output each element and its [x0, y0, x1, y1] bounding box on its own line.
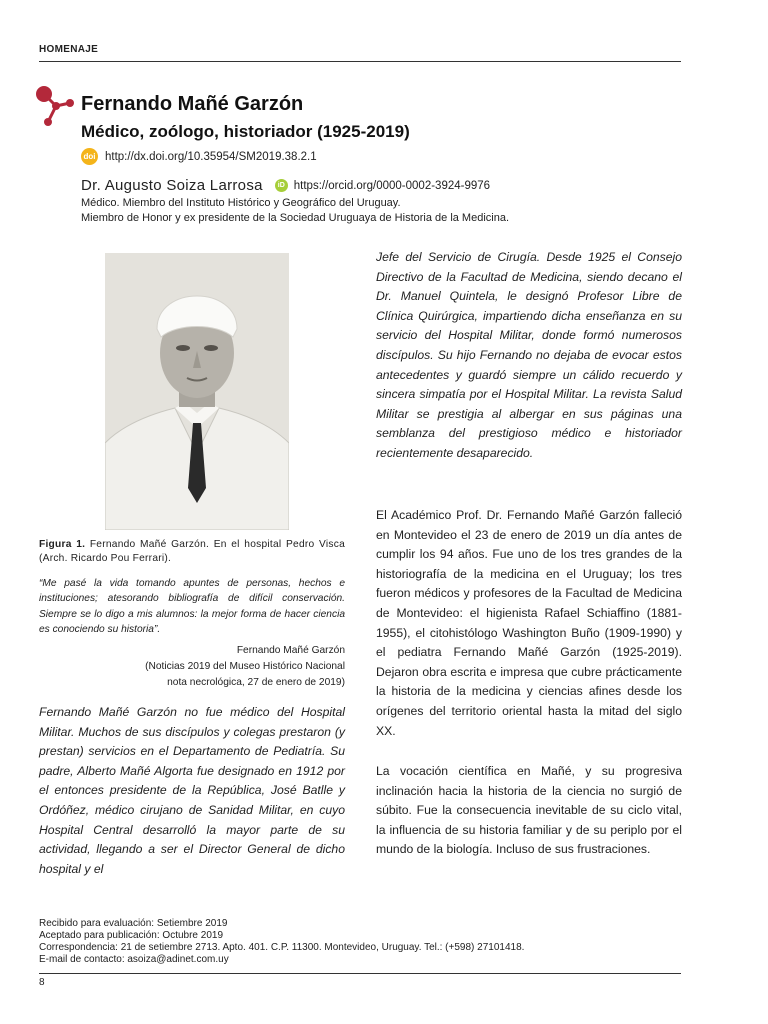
- doi-link[interactable]: http://dx.doi.org/10.35954/SM2019.38.2.1: [105, 150, 317, 163]
- page-number: 8: [39, 977, 45, 988]
- footer-received: Recibido para evaluación: Setiembre 2019: [39, 918, 228, 929]
- right-column-paragraph-1: Jefe del Servicio de Cirugía. Desde 1925 el Consejo Directivo de la Facultad de Medicina, siendo decano el Dr. Manuel Quintela, le designó Profesor Libre de Clínica Quirúrgica, impartiendo dicha enseñanza en su servicio del Hospital Militar, donde formó numerosos discípulos. Su hijo Fernando no dejaba de evocar estos antecedentes y guardó siempre un cálido recuerdo y sincera simpatía por el Hospital Militar. La revista Salud Militar se prestigia al albergar en sus páginas una semblanza del prestigioso médico e historiador recientemente desaparecido.: [376, 250, 682, 460]
- author-name: Dr. Augusto Soiza Larrosa: [81, 177, 263, 194]
- affiliation-2: Miembro de Honor y ex presidente de la Sociedad Uruguaya de Historia de la Medicina.: [81, 212, 510, 224]
- quote-attribution-name: Fernando Mañé Garzón: [236, 645, 345, 656]
- quote-attribution-source-1: (Noticias 2019 del Museo Histórico Nacional: [145, 661, 345, 672]
- header-divider: [39, 61, 681, 62]
- orcid-link[interactable]: https://orcid.org/0000-0002-3924-9976: [293, 179, 491, 192]
- article-title: Fernando Mañé Garzón: [81, 93, 304, 115]
- figure-label: Figura 1.: [39, 539, 86, 550]
- molecule-logo-icon: [34, 84, 78, 130]
- portrait-photo: [105, 253, 289, 530]
- footer-email: E-mail de contacto: asoiza@adinet.com.uy: [39, 954, 229, 965]
- figure-caption: [39, 538, 345, 565]
- orcid-icon: iD: [275, 179, 288, 192]
- doi-row: [81, 148, 317, 165]
- author-row: [81, 177, 490, 194]
- quote-attribution-source-2: nota necrológica, 27 de enero de 2019): [167, 677, 345, 688]
- article-subtitle: Médico, zoólogo, historiador (1925-2019): [81, 122, 410, 141]
- footer-divider: [39, 973, 681, 974]
- doi-icon: doi: [81, 148, 98, 165]
- right-column-paragraph-2: El Académico Prof. Dr. Fernando Mañé Garzón falleció en Montevideo el 23 de enero de 2019 un día antes de cumplir los 94 años. Fue uno de los tres grandes de la historiografía de la medicina en el Uruguay; los tres fueron médicos y profesores de la Facultad de Medicina de Montevideo: el higienista Rafael Schiaffino (1881-1955), el citohistólogo Washington Buño (1909-1990) y el pediatra Fernando Mañé Garzón (1925-2019). Dejaron obra escrita e impresa que cubre prácticamente la historia de la medicina y ciencias afines desde los orígenes del territorio oriental hasta la mitad del siglo XX.: [376, 508, 682, 738]
- footer-accepted: Aceptado para publicación: Octubre 2019: [39, 930, 224, 941]
- right-column-paragraph-3: La vocación científica en Mañé, y su progresiva inclinación hacia la historia de la ciencia no surgió de súbito. Fue la consecuencia inevitable de su ciclo vital, la influencia de su historia familiar y de su periplo por el mundo de la biología. Incluso de sus frustraciones.: [376, 764, 682, 857]
- affiliation-1: Médico. Miembro del Instituto Histórico y Geográfico del Uruguay.: [81, 197, 401, 209]
- section-label: HOMENAJE: [39, 44, 99, 55]
- epigraph-quote: “Me pasé la vida tomando apuntes de personas, hechos e instituciones; atesorando bibliografía de difícil conservación. Siempre se lo digo a mis alumnos: la mejor forma de hacer ciencia es conociendo su historia”.: [39, 578, 345, 635]
- footer-correspondence: Correspondencia: 21 de setiembre 2713. Apto. 401. C.P. 11300. Montevideo, Uruguay. Tel.: (+598) 27101418.: [39, 942, 525, 953]
- left-column-paragraph: Fernando Mañé Garzón no fue médico del Hospital Militar. Muchos de sus discípulos y colegas prestaron (y prestan) servicios en el Departamento de Pediatría. Su padre, Alberto Mañé Algorta fue designado en 1912 por el entonces presidente de la República, José Batlle y Ordóñez, médico cirujano de Sanidad Militar, en cuyo Hospital Central desarrolló la mayor parte de su actividad, llegando a ser el Director General de dicho hospital y el: [39, 705, 345, 876]
- figure-caption-text: Fernando Mañé Garzón. En el hospital Pedro Visca (Arch. Ricardo Pou Ferrari).: [39, 539, 345, 564]
